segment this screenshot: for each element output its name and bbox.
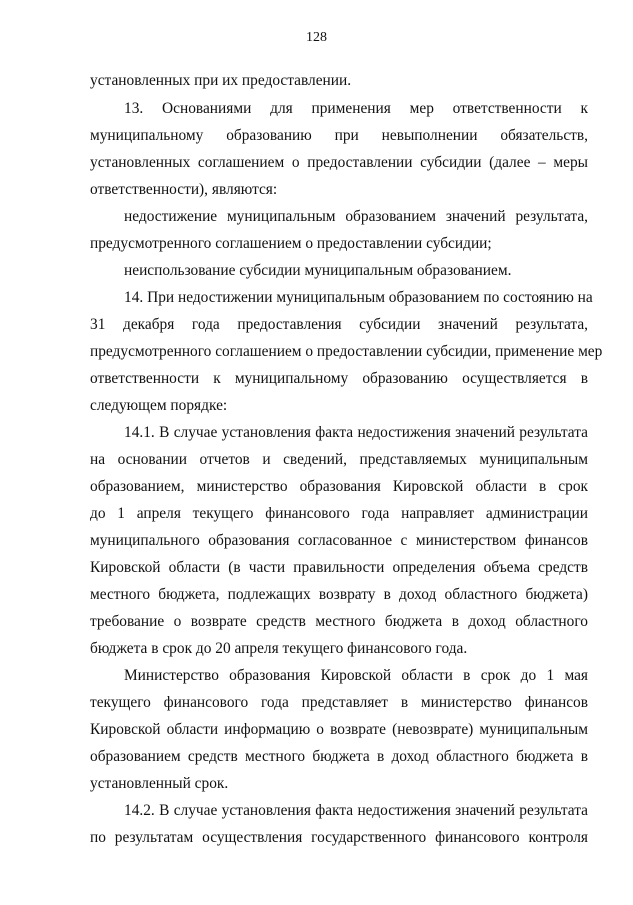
text-line: Кировской области (в части правильности определения объема средств — [90, 559, 588, 576]
text-line: Кировской области информацию о возврате (невозврате) муниципальным — [90, 721, 588, 738]
text-line: Министерство образования Кировской области в срок до 1 мая — [124, 667, 588, 684]
text-line: 13. Основаниями для применения мер ответственности к — [124, 100, 588, 117]
text-line: 14.2. В случае установления факта недостижения значений результата — [124, 802, 588, 819]
text-line: ответственности к муниципальному образованию осуществляется в — [90, 370, 588, 387]
text-line: до 1 апреля текущего финансового года направляет администрации — [90, 505, 588, 522]
text-line: предусмотренного соглашением о предоставлении субсидии, применение мер — [90, 343, 603, 360]
text-line: местного бюджета, подлежащих возврату в доход областного бюджета) — [90, 586, 588, 603]
text-line: бюджета в срок до 20 апреля текущего финансового года. — [90, 640, 468, 657]
text-line: установленных при их предоставлении. — [90, 72, 352, 89]
text-line: образованием средств местного бюджета в доход областного бюджета в — [90, 748, 588, 765]
text-line: требование о возврате средств местного бюджета в доход областного — [90, 613, 588, 630]
text-line: 31 декабря года предоставления субсидии значений результата, — [90, 316, 588, 333]
text-line: по результатам осуществления государственного финансового контроля — [90, 829, 588, 846]
text-line: образованием, министерство образования Кировской области в срок — [90, 478, 588, 495]
text-line: 14.1. В случае установления факта недостижения значений результата — [124, 424, 588, 441]
text-line: установленных соглашением о предоставлении субсидии (далее – меры — [90, 154, 588, 171]
text-line: установленный срок. — [90, 775, 229, 792]
text-line: предусмотренного соглашением о предоставлении субсидии; — [90, 235, 492, 252]
text-line: недостижение муниципальным образованием значений результата, — [124, 208, 588, 225]
text-line: текущего финансового года представляет в министерство финансов — [90, 694, 588, 711]
text-line: 14. При недостижении муниципальным образованием по состоянию на — [124, 289, 593, 306]
text-line: муниципальному образованию при невыполнении обязательств, — [90, 127, 588, 144]
text-line: муниципального образования согласованное с министерством финансов — [90, 532, 588, 549]
page-number: 128 — [306, 30, 327, 45]
text-line: неиспользование субсидии муниципальным образованием. — [124, 262, 512, 279]
text-line: на основании отчетов и сведений, представляемых муниципальным — [90, 451, 588, 468]
text-line: следующем порядке: — [90, 397, 228, 414]
text-line: ответственности), являются: — [90, 181, 278, 198]
